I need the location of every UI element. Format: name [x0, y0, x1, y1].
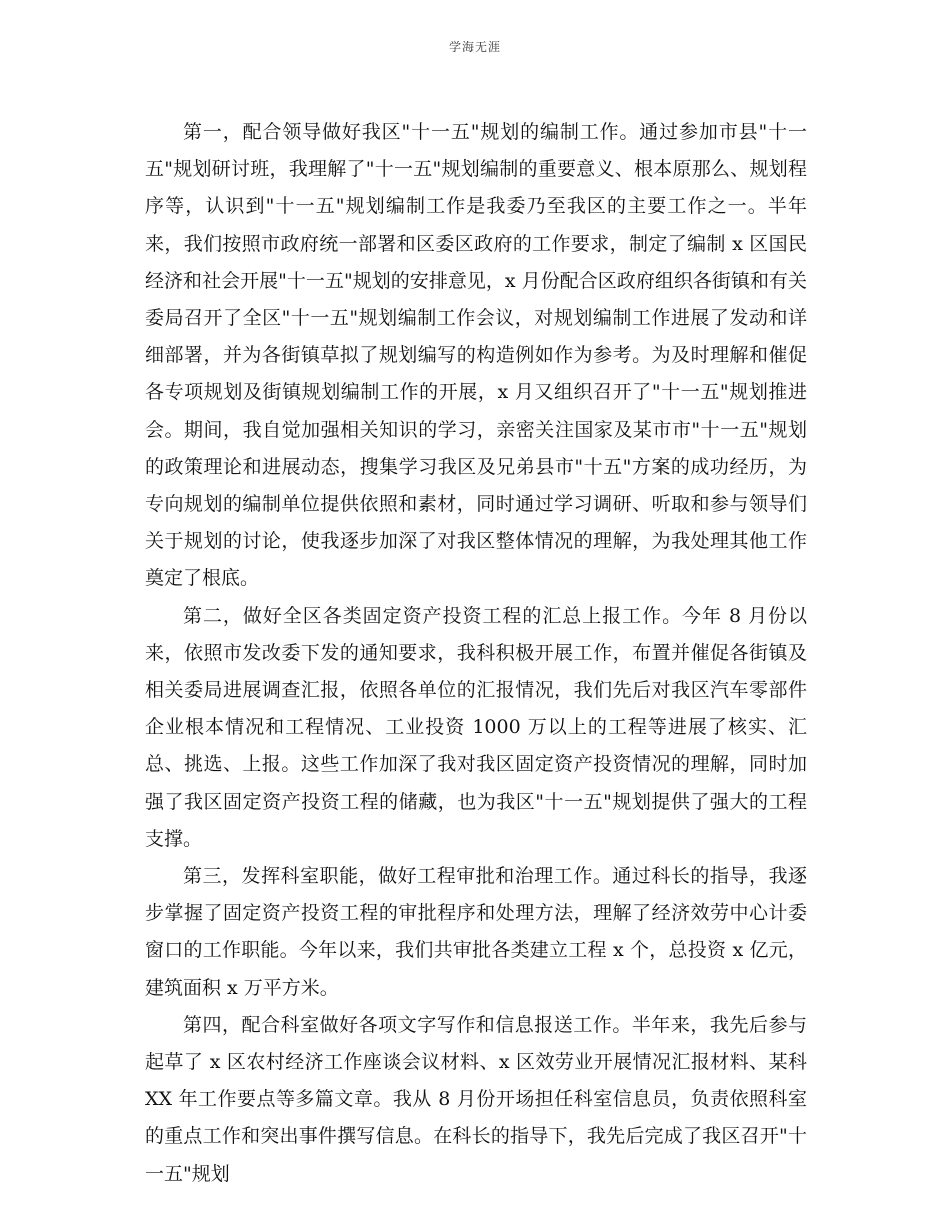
page-header: 学海无涯	[448, 40, 501, 54]
paragraph-2: 第二，做好全区各类固定资产投资工程的汇总上报工作。今年 8 月份以来，依照市发改委下发的通知要求，我科积极开展工作，布置并催促各街镇及相关委局进展调查汇报，依照各单位的汇报情况，我们先后对我区汽车零部件企业根本情况和工程情况、工业投资 1000 万以上的工程等进展了核实、汇总、挑选、上报。这些工作加深了我对我区固定资产投资情况的理解，同时加强了我区固定资产投资工程的储藏，也为我区"十一五"规划提供了强大的工程支撑。	[145, 604, 807, 850]
paragraph-3: 第三，发挥科室职能，做好工程审批和治理工作。通过科长的指导，我逐步掌握了固定资产投资工程的审批程序和处理方法，理解了经济效劳中心计委窗口的工作职能。今年以来，我们共审批各类建立工程 x 个，总投资 x 亿元，建筑面积 x 万平方米。	[145, 865, 807, 999]
paragraph-4: 第四，配合科室做好各项文字写作和信息报送工作。半年来，我先后参与起草了 x 区农村经济工作座谈会议材料、x 区效劳业开展情况汇报材料、某科 XX 年工作要点等多篇文章。我从 8 月份开场担任科室信息员，负责依照科室的重点工作和突出事件撰写信息。在科长的指导下，我先后完成了我区召开"十一五"规划	[145, 1013, 807, 1185]
paragraph-1: 第一，配合领导做好我区"十一五"规划的编制工作。通过参加市县"十一五"规划研讨班，我理解了"十一五"规划编制的重要意义、根本原那么、规划程序等，认识到"十一五"规划编制工作是我委乃至我区的主要工作之一。半年来，我们按照市政府统一部署和区委区政府的工作要求，制定了编制 x 区国民经济和社会开展"十一五"规划的安排意见，x 月份配合区政府组织各街镇和有关委局召开了全区"十一五"规划编制工作会议，对规划编制工作进展了发动和详细部署，并为各街镇草拟了规划编写的构造例如作为参考。为及时理解和催促各专项规划及街镇规划编制工作的开展，x 月又组织召开了"十一五"规划推进会。期间，我自觉加强相关知识的学习，亲密关注国家及某市市"十一五"规划的政策理论和进展动态，搜集学习我区及兄弟县市"十五"方案的成功经历，为专向规划的编制单位提供依照和素材，同时通过学习调研、听取和参与领导们关于规划的讨论，使我逐步加深了对我区整体情况的理解，为我处理其他工作奠定了根底。	[145, 121, 807, 590]
document-body	[145, 114, 807, 1193]
